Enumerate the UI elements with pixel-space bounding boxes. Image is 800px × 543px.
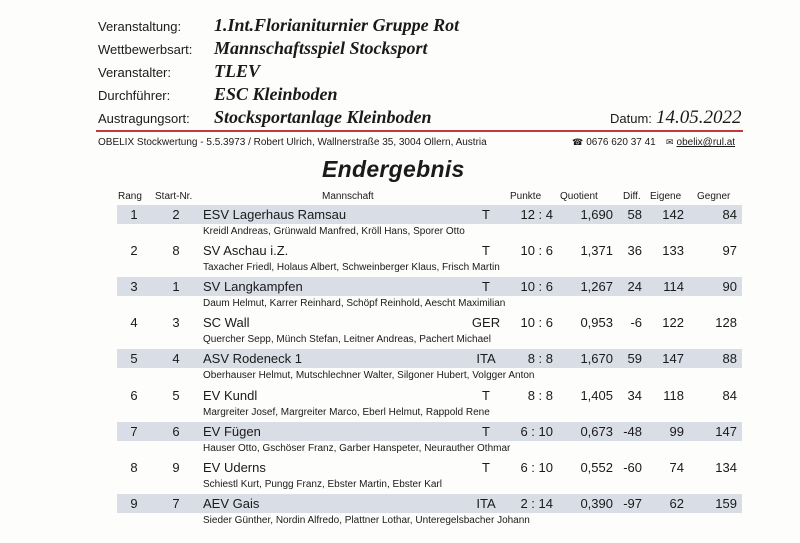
points-cell: 6 : 10 <box>520 423 553 439</box>
email-contact <box>666 137 735 148</box>
quotient-cell: 0,953 <box>580 315 613 331</box>
team-name-cell: EV Fügen <box>203 423 261 439</box>
start-number-cell: 1 <box>172 279 180 295</box>
team-name-cell: EV Uderns <box>203 459 266 475</box>
rank-cell: 7 <box>130 423 138 439</box>
phone-number: 0676 620 37 41 <box>586 137 656 148</box>
points-cell: 12 : 4 <box>520 207 553 222</box>
own-score-cell: 142 <box>662 207 684 222</box>
diff-cell: -48 <box>623 423 642 439</box>
quotient-cell: 1,690 <box>580 207 613 222</box>
phone-icon: ☎ <box>572 137 584 147</box>
mail-icon: ✉ <box>666 137 674 147</box>
diff-cell: 34 <box>627 387 642 403</box>
own-score-cell: 147 <box>662 351 684 367</box>
phone-contact <box>572 137 656 148</box>
own-score-cell: 114 <box>663 279 684 295</box>
nation-cell: T <box>482 423 490 439</box>
col-start: Start-Nr. <box>155 191 193 202</box>
start-number-cell: 2 <box>172 207 180 222</box>
info-label: Austragungsort: <box>98 111 190 126</box>
quotient-cell: 0,673 <box>580 423 613 439</box>
info-row-event <box>98 14 748 37</box>
team-name-cell: EV Kundl <box>203 387 258 403</box>
start-number-cell: 5 <box>172 387 180 403</box>
own-score-cell: 74 <box>669 459 684 475</box>
team-members: Schiestl Kurt, Pungg Franz, Ebster Martin, Ebster Karl <box>203 478 442 490</box>
team-name-cell: SV Aschau i.Z. <box>203 243 289 259</box>
team-name-cell: SC Wall <box>203 315 250 331</box>
diff-cell: -97 <box>623 495 642 511</box>
opponent-score-cell: 84 <box>722 387 737 403</box>
diff-cell: 24 <box>627 279 642 295</box>
points-cell: 10 : 6 <box>520 243 553 259</box>
info-row-venue <box>98 106 748 129</box>
opponent-score-cell: 159 <box>715 495 737 511</box>
info-value: 1.Int.Florianiturnier Gruppe Rot <box>214 15 460 35</box>
quotient-cell: 1,405 <box>580 387 613 403</box>
header-divider <box>96 130 743 132</box>
col-own: Eigene <box>650 191 682 202</box>
date-value: 14.05.2022 <box>656 107 742 128</box>
table-row <box>117 241 742 277</box>
opponent-score-cell: 84 <box>722 207 737 222</box>
start-number-cell: 9 <box>172 459 180 475</box>
diff-cell: 59 <box>627 351 642 367</box>
quotient-cell: 0,552 <box>580 459 613 475</box>
nation-cell: T <box>482 243 490 259</box>
diff-cell: 36 <box>627 243 642 259</box>
nation-cell: ITA <box>476 495 496 511</box>
rank-cell: 4 <box>130 315 138 331</box>
info-label: Veranstaltung: <box>98 19 182 34</box>
page-title: Endergebnis <box>322 156 465 182</box>
start-number-cell: 3 <box>172 315 180 331</box>
nation-cell: T <box>482 459 490 475</box>
info-value: Mannschaftsspiel Stocksport <box>214 38 428 58</box>
team-name-cell: ESV Lagerhaus Ramsau <box>203 207 347 222</box>
quotient-cell: 1,267 <box>580 279 613 295</box>
table-row <box>117 494 742 530</box>
nation-cell: T <box>482 207 490 222</box>
rank-cell: 1 <box>130 207 138 222</box>
rank-cell: 6 <box>130 387 138 403</box>
points-cell: 10 : 6 <box>520 315 553 331</box>
table-row <box>117 205 742 241</box>
team-members: Taxacher Friedl, Holaus Albert, Schweinberger Klaus, Frisch Martin <box>203 262 500 274</box>
quotient-cell: 1,670 <box>580 351 613 367</box>
nation-cell: T <box>482 279 490 295</box>
table-row <box>117 422 742 458</box>
team-members: Daum Helmut, Karrer Reinhard, Schöpf Reinhold, Aescht Maximilian <box>203 298 506 310</box>
points-cell: 8 : 8 <box>527 351 553 367</box>
team-name-cell: ASV Rodeneck 1 <box>203 351 303 367</box>
team-members: Hauser Otto, Gschöser Franz, Garber Hanspeter, Neurauther Othmar <box>203 442 511 454</box>
nation-cell: GER <box>471 315 501 331</box>
opponent-score-cell: 147 <box>715 423 737 439</box>
col-quotient: Quotient <box>560 191 598 202</box>
own-score-cell: 122 <box>662 315 684 331</box>
own-score-cell: 118 <box>663 387 684 403</box>
info-value: TLEV <box>214 61 261 81</box>
team-members: Kreidl Andreas, Grünwald Manfred, Kröll Hans, Sporer Otto <box>203 226 465 237</box>
team-members: Oberhauser Helmut, Mutschlechner Walter, Silgoner Hubert, Volgger Anton <box>203 370 535 382</box>
event-info <box>98 14 748 129</box>
opponent-score-cell: 88 <box>722 351 737 367</box>
email-address: obelix@rul.at <box>676 137 736 148</box>
opponent-score-cell: 134 <box>715 459 737 475</box>
col-points: Punkte <box>510 191 542 202</box>
info-label: Veranstalter: <box>98 65 171 80</box>
nation-cell: ITA <box>476 351 496 367</box>
rank-cell: 3 <box>130 279 138 295</box>
col-team: Mannschaft <box>322 191 374 202</box>
rank-cell: 5 <box>130 351 138 367</box>
software-credit: OBELIX Stockwertung - 5.5.3973 / Robert Ulrich, Wallnerstraße 35, 3004 Ollern, Austria <box>98 137 487 148</box>
start-number-cell: 6 <box>172 423 180 439</box>
team-members: Sieder Günther, Nordin Alfredo, Plattner Lothar, Unteregelsbacher Johann <box>203 514 530 526</box>
info-row-executor <box>98 83 748 106</box>
col-rank: Rang <box>118 191 142 202</box>
team-members: Quercher Sepp, Münch Stefan, Leitner Andreas, Pachert Michael <box>203 334 491 346</box>
own-score-cell: 99 <box>669 423 684 439</box>
diff-cell: -60 <box>623 459 642 475</box>
opponent-score-cell: 90 <box>722 279 737 295</box>
own-score-cell: 62 <box>669 495 684 511</box>
points-cell: 10 : 6 <box>520 279 553 295</box>
info-value: ESC Kleinboden <box>214 84 338 104</box>
table-row <box>117 386 742 422</box>
points-cell: 8 : 8 <box>527 387 553 403</box>
table-row <box>117 349 742 385</box>
team-members: Margreiter Josef, Margreiter Marco, Eberl Helmut, Rappold Rene <box>203 406 490 418</box>
nation-cell: T <box>482 387 490 403</box>
points-cell: 6 : 10 <box>520 459 553 475</box>
quotient-cell: 1,371 <box>580 243 613 259</box>
diff-cell: 58 <box>627 207 642 222</box>
table-row <box>117 277 742 313</box>
table-row <box>117 458 742 494</box>
info-row-organizer <box>98 60 748 83</box>
date-label: Datum: <box>610 111 652 126</box>
info-value: Stocksportanlage Kleinboden <box>214 107 432 127</box>
rank-cell: 2 <box>130 243 138 259</box>
col-diff: Diff. <box>623 191 641 202</box>
quotient-cell: 0,390 <box>580 495 613 511</box>
col-opp: Gegner <box>697 191 731 202</box>
opponent-score-cell: 128 <box>715 315 737 331</box>
team-name-cell: AEV Gais <box>203 495 260 511</box>
info-label: Durchführer: <box>98 88 171 103</box>
rank-cell: 9 <box>130 495 138 511</box>
own-score-cell: 133 <box>662 243 684 259</box>
team-name-cell: SV Langkampfen <box>203 279 303 295</box>
rank-cell: 8 <box>130 459 138 475</box>
table-row <box>117 313 742 349</box>
info-label: Wettbewerbsart: <box>98 42 193 57</box>
diff-cell: -6 <box>630 315 642 331</box>
start-number-cell: 8 <box>172 243 180 259</box>
points-cell: 2 : 14 <box>520 495 553 511</box>
opponent-score-cell: 97 <box>722 243 737 259</box>
start-number-cell: 4 <box>172 351 180 367</box>
start-number-cell: 7 <box>172 495 180 511</box>
info-row-competition <box>98 37 748 60</box>
